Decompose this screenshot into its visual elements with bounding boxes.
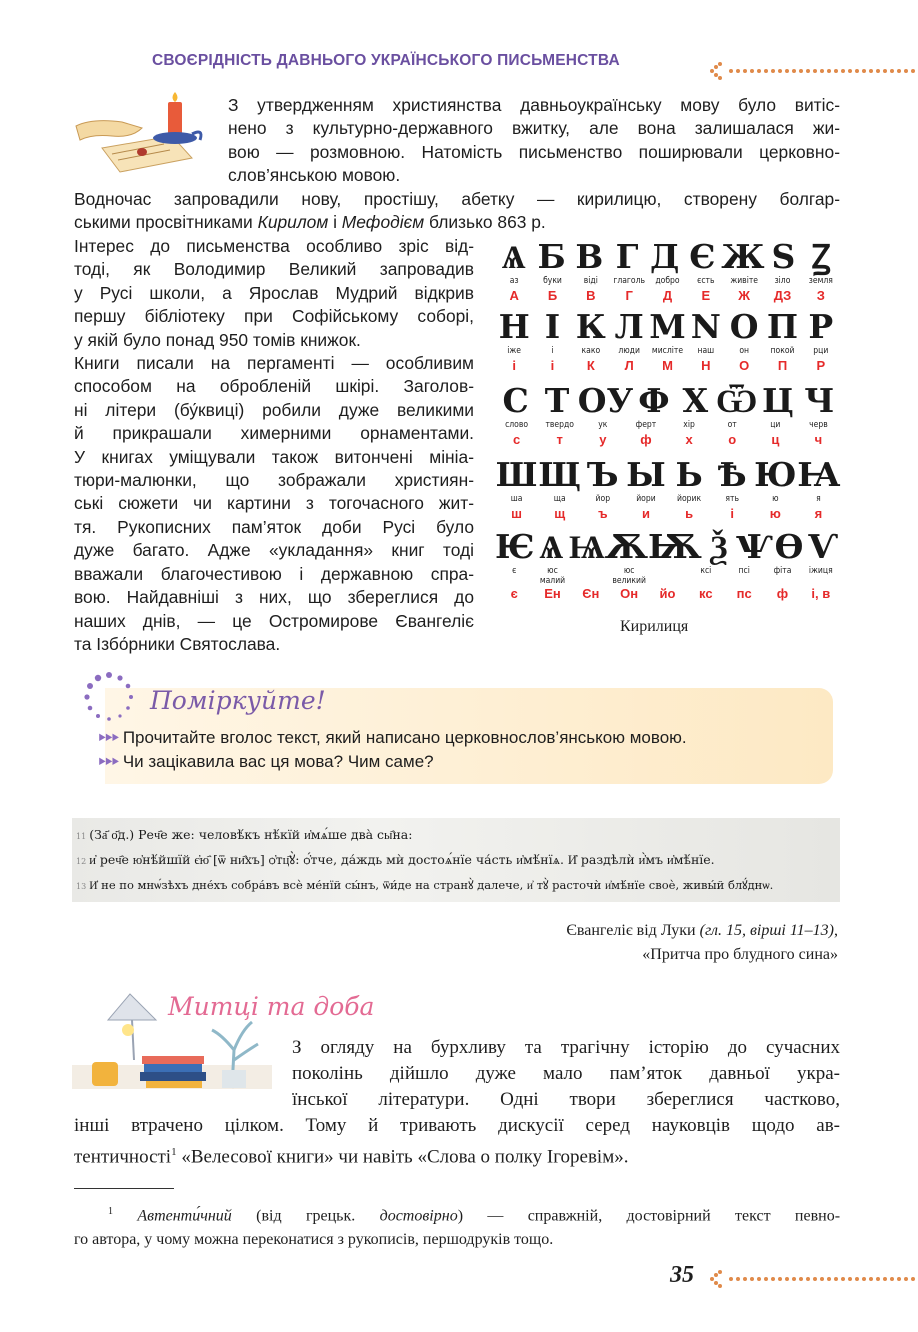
intro-line: вою — розмовною. Натомість письменство поширювали церковно- <box>228 141 840 162</box>
modern-letter: і, в <box>811 586 831 601</box>
letter-glyph: Н <box>498 307 530 346</box>
footnote-divider <box>74 1188 174 1189</box>
letter-name: буки <box>543 276 562 286</box>
letter-glyph: Ф <box>638 381 670 420</box>
letter-name: аз <box>509 276 519 286</box>
letter-name: ферт <box>635 420 657 430</box>
letter-glyph: Т <box>544 381 570 420</box>
letter-name: добро <box>655 276 680 286</box>
modern-letter: А <box>509 288 519 303</box>
letter-name: от <box>727 420 737 430</box>
ponder-list <box>97 726 687 774</box>
letter-name: зіло <box>774 276 791 286</box>
letter-glyph: Ъ <box>587 455 619 494</box>
letter-glyph: Г <box>615 237 639 276</box>
letter-glyph: Ѧ <box>501 237 526 276</box>
letter-name: йори <box>636 494 656 504</box>
text-line: У книгах уміщували також витончені мініа- <box>74 446 474 467</box>
letter-name: люди <box>618 346 640 356</box>
modern-letter: Р <box>816 358 826 373</box>
modern-letter: с <box>512 432 521 447</box>
letter-glyph: К <box>575 307 606 346</box>
letter-glyph: ОУ <box>577 381 634 420</box>
modern-letter: К <box>586 358 595 373</box>
letter-name: єсть <box>697 276 715 286</box>
letter-name: іже <box>507 346 522 356</box>
intro-line: Водночас запровадили нову, простішу, абетку — кирилицю, створену болгар- <box>74 189 840 209</box>
letter-name: мисліте <box>651 346 684 356</box>
text-line: у якій було понад 950 томів книжок. <box>74 329 361 350</box>
letter-glyph: Ѣ <box>717 455 747 494</box>
letter-glyph: Ѿ <box>715 381 758 420</box>
modern-letter: є <box>510 586 518 601</box>
gospel-caption: Євангеліє від Луки (гл. 15, вірші 11–13), «Притча про блудного сина» <box>566 922 838 963</box>
intro-line: ськими просвітниками Кирилом і Мефодієм близько 863 р. <box>74 212 546 233</box>
letter-glyph: І <box>544 307 561 346</box>
alphabet-caption: Кирилиця <box>620 618 689 635</box>
footnote <box>74 1200 840 1252</box>
letter-glyph: Ж <box>721 237 765 276</box>
letter-name: віді <box>583 276 598 286</box>
letter-name <box>648 566 686 586</box>
letter-glyph: Ь <box>675 455 703 494</box>
modern-letter: у <box>599 432 607 447</box>
letter-name: фіта <box>773 566 792 576</box>
modern-letter: ш <box>511 506 522 521</box>
artists-title: Митці та доба <box>168 992 375 1021</box>
letter-glyph: Ѩ <box>568 527 605 566</box>
letter-name: ять <box>725 494 739 504</box>
modern-letter: О <box>739 358 750 373</box>
text-line: їнської літератури. Одні твори збереглися частково, <box>292 1089 840 1110</box>
letter-glyph: Ꙁ <box>811 237 831 276</box>
letter-glyph: Д <box>650 237 680 276</box>
letter-glyph: Ѯ <box>710 527 728 566</box>
letter-glyph: С <box>502 381 529 420</box>
letter-glyph: Б <box>537 237 566 276</box>
letter-name: живіте <box>730 276 758 286</box>
scroll-candle-illustration <box>72 88 212 180</box>
letter-name: твердо <box>545 420 574 430</box>
modern-letter: і <box>730 506 734 521</box>
text-line: інші втрачено цілком. Тому й тривають дискусії серед науковців щодо ав- <box>74 1115 840 1136</box>
text-line: Інтерес до письменства особливо зріс від- <box>74 236 474 256</box>
letter-glyph: Ц <box>762 381 794 420</box>
letter-name: хір <box>683 420 695 430</box>
header-dots-decoration <box>708 62 918 80</box>
letter-name: ци <box>770 420 781 430</box>
modern-letter: М <box>662 358 673 373</box>
modern-letter: Д <box>662 288 673 303</box>
letter-glyph: Л <box>614 307 644 346</box>
letter-name: іжиця <box>808 566 833 576</box>
church-slavonic-excerpt <box>72 818 840 902</box>
letter-name: я <box>816 494 821 504</box>
kyryl-name: Кирилом <box>257 212 329 233</box>
text-line: Книги писали на пергаменті — особливим <box>74 353 474 374</box>
modern-letter: йо <box>659 586 676 601</box>
section-title: СВОЄРІДНІСТЬ ДАВНЬОГО УКРАЇНСЬКОГО ПИСЬМЕНСТВА <box>152 52 620 69</box>
intro-paragraph <box>228 94 840 188</box>
modern-letter: ф <box>776 586 789 601</box>
letter-name: ксі <box>700 566 712 576</box>
modern-letter: і <box>512 358 516 373</box>
letter-name: юс великий <box>612 566 646 586</box>
letter-glyph: Є <box>689 237 716 276</box>
modern-letter: т <box>556 432 563 447</box>
modern-letter: щ <box>554 506 566 521</box>
ponder-item: ⯈⯈⯈ Чи зацікавила вас ця мова? Чим саме? <box>97 750 687 774</box>
letter-glyph: Щ <box>538 455 582 494</box>
letter-name: йор <box>595 494 611 504</box>
letter-glyph: Х <box>682 381 709 420</box>
footnote-line: $^1$ Автенти́чний (від грецьк. достовірно) — справжній, достовірний текст певно- <box>108 1206 841 1225</box>
footnote-line: го автора, у чому можна переконатися з рукописів, першодруків тощо. <box>74 1231 554 1249</box>
page-number: 35 <box>670 1262 694 1288</box>
modern-letter: о <box>728 432 737 447</box>
verse-line: 11 (За҃ о҃д.) Реч҄е же: человѣ́къ нѣ́кїй и҆мѧ́ше два̀ сы҄на: <box>76 827 413 842</box>
modern-letter: Б <box>547 288 558 303</box>
cyrillic-origin-paragraph <box>74 188 840 235</box>
text-line: вважали благочестивою і державною спра- <box>74 563 474 584</box>
intro-line: слов’янською мовою. <box>228 165 401 186</box>
triple-arrow-icon: ⯈⯈⯈ <box>97 755 117 769</box>
ponder-item: ⯈⯈⯈ Прочитайте вголос текст, який написано церковнослов’янською мовою. <box>97 726 687 750</box>
text-line: ські сюжети чи картини з тогочасного жит- <box>74 493 474 514</box>
modern-letter: и <box>641 506 650 521</box>
letter-glyph: Ѵ <box>807 527 839 566</box>
modern-letter: ч <box>814 432 823 447</box>
letter-name: рци <box>813 346 829 356</box>
letter-name: юс малий <box>539 566 566 586</box>
modern-letter: Л <box>624 358 634 373</box>
text-line: способом на обробленій шкірі. Заголов- <box>74 376 474 397</box>
modern-letter: пс <box>736 586 752 601</box>
letter-name: ук <box>598 420 608 430</box>
letter-glyph: Ѕ <box>771 237 796 276</box>
mefodii-name: Мефодієм <box>341 212 425 233</box>
history-paragraph <box>74 235 474 656</box>
letter-name: земля <box>808 276 833 286</box>
letter-glyph: Ч <box>804 381 835 420</box>
letter-name: глаголь <box>613 276 645 286</box>
text-line: ні літери (бу́квиці) робили дуже великими <box>74 399 474 420</box>
cyrillic-alphabet-table <box>495 238 840 602</box>
letter-name: он <box>739 346 749 356</box>
letter-glyph: Ѧ <box>539 527 564 566</box>
letter-name: ю <box>772 494 779 504</box>
text-line: й прикрашали химерними орнаментами. <box>74 423 474 444</box>
modern-letter: Єн <box>582 586 600 601</box>
letter-glyph: В <box>575 237 604 276</box>
modern-letter: кс <box>699 586 713 601</box>
modern-letter: ДЗ <box>773 288 792 303</box>
letter-name: наш <box>697 346 715 356</box>
dotted-circle-icon <box>82 670 136 724</box>
text-line: тентичності$^1$ «Велесової книги» чи навіть «Слова о полку Ігоревім». <box>74 1146 629 1168</box>
modern-letter: ю <box>769 506 781 521</box>
modern-letter: х <box>685 432 693 447</box>
letter-glyph: Ѥ <box>495 527 535 566</box>
modern-letter: Г <box>625 288 633 303</box>
letter-glyph: Ш <box>495 455 538 494</box>
letter-name: ша <box>510 494 523 504</box>
modern-letter: і <box>550 358 555 373</box>
text-line: З огляду на бурхливу та трагічну історію до сучасних <box>292 1037 840 1058</box>
artists-paragraph-top <box>292 1035 840 1113</box>
text-line: тя. Рукописних пам’яток доби Русі було <box>74 516 474 537</box>
footer-dots-decoration <box>708 1270 918 1288</box>
triple-arrow-icon: ⯈⯈⯈ <box>97 731 117 745</box>
modern-letter: Е <box>701 288 711 303</box>
intro-line: З утвердженням християнства давньоукраїнську мову було витіс- <box>228 95 840 115</box>
letter-name: черв <box>809 420 828 430</box>
letter-glyph: О <box>729 307 759 346</box>
letter-glyph: Р <box>808 307 834 346</box>
text-line: тоді, як Володимир Великий запровадив <box>74 259 474 280</box>
modern-letter: Ж <box>738 288 751 303</box>
modern-letter: З <box>816 288 825 303</box>
modern-letter: ц <box>771 432 780 447</box>
arrow-decoration-icon <box>708 62 726 80</box>
modern-letter: ъ <box>598 506 608 521</box>
letter-name: псі <box>738 566 750 576</box>
intro-line: нено з культурно-державного вжитку, але вона залишалася жи- <box>228 118 840 139</box>
letter-glyph: Ѫ <box>604 527 648 566</box>
letter-glyph: М <box>649 307 686 346</box>
modern-letter: ь <box>685 506 694 521</box>
modern-letter: ф <box>640 432 652 447</box>
verse-line: 12 и҆ реч҄е ю҆нѣ́йшїй є҆ю҄ [ѿ ни҄хъ] ѻ҆тц҄ꙋ̀: ѻ҆́тче, да́ждь мѝ достоѧ́нїе ча́сть и҆мѣ́нїѧ. И҆ раздѣлѝ и҆̀мъ и҆мѣ́нїе. <box>76 852 715 867</box>
letter-name: йорик <box>677 494 702 504</box>
letter-glyph: Ѱ <box>735 527 772 566</box>
text-line: поколінь дійшло дуже мало пам’яток давньої укра- <box>292 1063 840 1084</box>
letter-name: покой <box>770 346 795 356</box>
letter-glyph: П <box>766 307 799 346</box>
letter-glyph: Ы <box>626 455 666 494</box>
letter-glyph: Ю <box>754 455 797 494</box>
modern-letter: Н <box>701 358 711 373</box>
letter-name: како <box>581 346 601 356</box>
modern-letter: В <box>586 288 596 303</box>
modern-letter: я <box>814 506 823 521</box>
letter-name <box>572 566 610 586</box>
text-line: та Ізбо́рники Святослава. <box>74 633 281 654</box>
modern-letter: П <box>777 358 788 373</box>
letter-glyph: N <box>690 307 721 346</box>
modern-letter: Ен <box>544 586 561 601</box>
text-line: дуже багато. Адже «укладання» книг тоді <box>74 540 474 561</box>
letter-name: слово <box>505 420 529 430</box>
ponder-title: Поміркуйте! <box>150 686 326 715</box>
verse-line: 13 И҆ не по мнѡ́зѣхъ дне́хъ собра́въ всѐ ме́нїй сы́нъ, ѿи́де на странꙋ̀ далече, и҆ тꙋ̀ расточѝ и҆мѣ́нїе своѐ, живы́й блꙋ́днѡ. <box>76 878 774 892</box>
text-line: у Русі школи, а Ярослав Мудрий відкрив <box>74 282 474 303</box>
letter-name: і <box>551 346 554 356</box>
letter-glyph: Ꙗ <box>797 455 840 494</box>
text-line: вою. Найдавніші з них, що збереглися до <box>74 587 474 608</box>
letter-name: ща <box>553 494 566 504</box>
text-line: першу бібліотеку при Софійському соборі, <box>74 306 474 327</box>
letter-glyph: Ѭ <box>648 527 702 566</box>
text-line: тюри-малюнки, що зображали християн- <box>74 470 474 491</box>
arrow-decoration-icon <box>708 1270 726 1288</box>
letter-name: є <box>512 566 517 576</box>
letter-glyph: Ѳ <box>774 527 804 566</box>
text-line: наших днів, — це Остромирове Євангеліє <box>74 610 474 631</box>
footnote-ref: 1 <box>171 1146 177 1158</box>
artists-paragraph-bottom <box>74 1113 840 1170</box>
modern-letter: Он <box>620 586 639 601</box>
